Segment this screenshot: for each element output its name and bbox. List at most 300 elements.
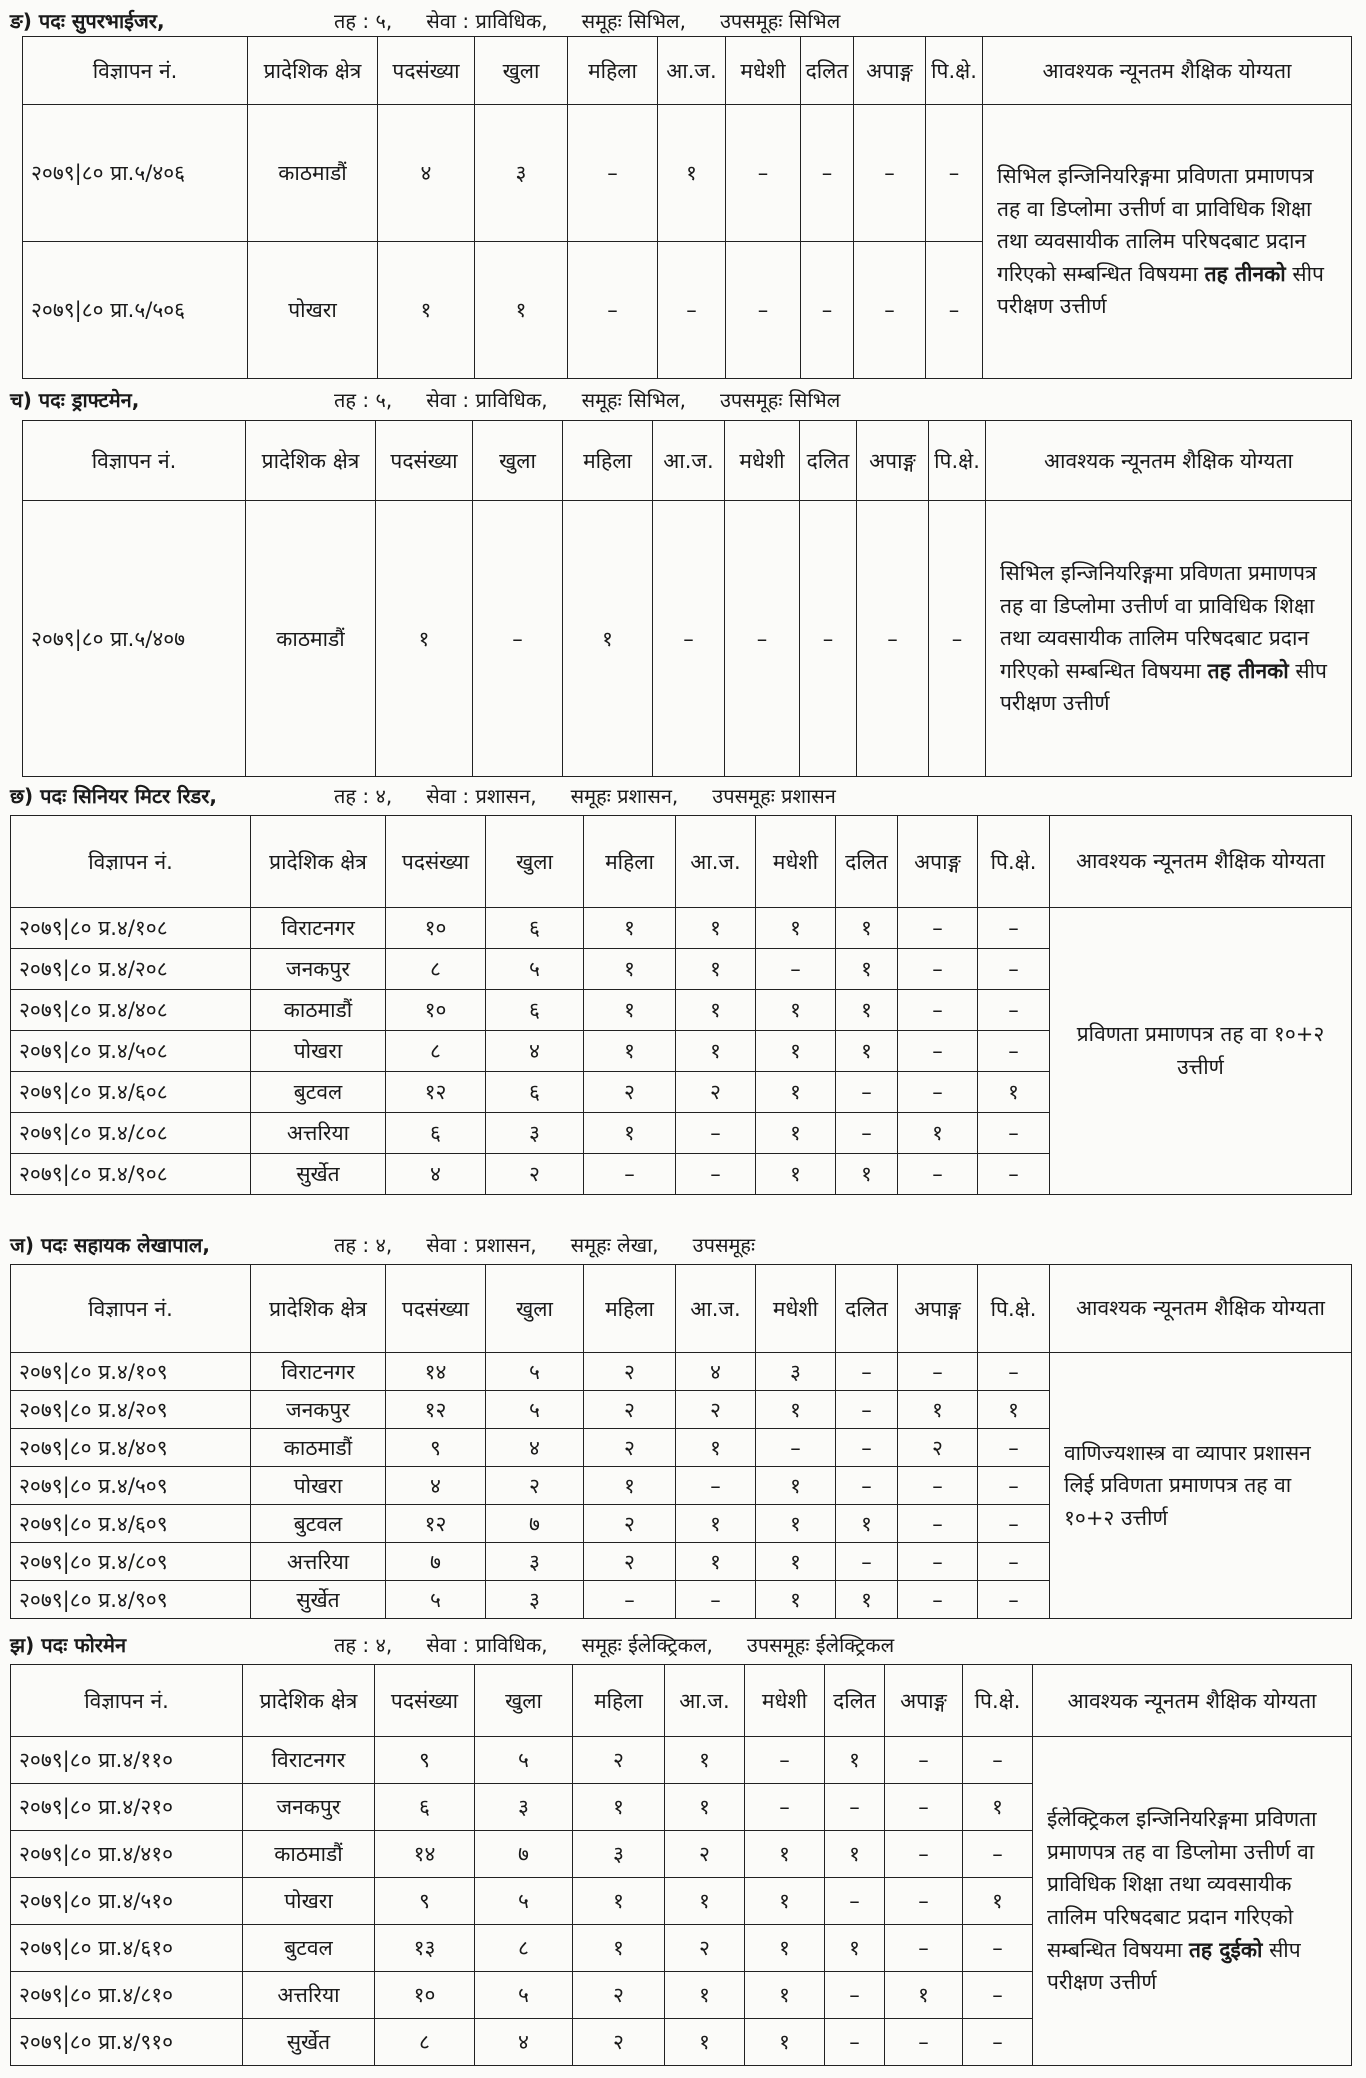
region: बुटवल [251, 1505, 386, 1543]
dalit: – [836, 1391, 898, 1429]
women: २ [584, 1505, 676, 1543]
total: १० [375, 1972, 475, 2019]
col-header-madhesi: मधेशी [756, 816, 836, 908]
pichhe: – [978, 1581, 1050, 1619]
open: २ [486, 1467, 584, 1505]
dalit: १ [836, 990, 898, 1031]
pichhe: – [963, 1925, 1033, 1972]
aj: २ [665, 1831, 745, 1878]
madhesi: – [756, 949, 836, 990]
dalit: – [800, 501, 857, 777]
col-header-madhesi: मधेशी [745, 1665, 825, 1737]
group: समूहः प्रशासन, [570, 783, 679, 808]
apanga: – [885, 1737, 963, 1784]
pichhe: – [963, 1972, 1033, 2019]
col-header-pichhe: पि.क्षे. [963, 1665, 1033, 1737]
open: ८ [475, 1925, 573, 1972]
apanga: – [898, 908, 978, 949]
col-header-women: महिला [584, 1265, 676, 1353]
women: १ [573, 1925, 665, 1972]
total: १२ [386, 1072, 486, 1113]
col-header-pichhe: पि.क्षे. [929, 421, 986, 501]
pichhe: १ [963, 1784, 1033, 1831]
women: १ [584, 990, 676, 1031]
aj: २ [665, 1925, 745, 1972]
women: १ [573, 1784, 665, 1831]
service: सेवा : प्राविधिक, [426, 1632, 548, 1657]
aj: – [676, 1467, 756, 1505]
apanga: – [898, 1505, 978, 1543]
apanga: – [885, 1878, 963, 1925]
total: १४ [375, 1831, 475, 1878]
women: १ [584, 1113, 676, 1154]
region: पोखरा [251, 1467, 386, 1505]
group: समूहः ईलेक्ट्रिकल, [581, 1632, 713, 1657]
region: पोखरा [251, 1031, 386, 1072]
open: २ [486, 1154, 584, 1195]
region: अत्तरिया [243, 1972, 375, 2019]
region: काठमाडौं [251, 990, 386, 1031]
dalit: १ [836, 1581, 898, 1619]
total: १ [376, 501, 473, 777]
open: ३ [475, 105, 568, 242]
level: तह : ४, [334, 783, 393, 808]
women: २ [584, 1353, 676, 1391]
col-header-madhesi: मधेशी [756, 1265, 836, 1353]
aj: १ [676, 1429, 756, 1467]
pichhe: – [978, 1467, 1050, 1505]
region: विराटनगर [251, 908, 386, 949]
col-header-open: खुला [486, 816, 584, 908]
table-row [11, 1737, 1352, 1784]
open: ७ [475, 1831, 573, 1878]
region: अत्तरिया [251, 1543, 386, 1581]
dalit: १ [836, 908, 898, 949]
region: विराटनगर [243, 1737, 375, 1784]
col-header-region: प्रादेशिक क्षेत्र [251, 1265, 386, 1353]
col-header-apanga: अपाङ्ग [885, 1665, 963, 1737]
total: १० [386, 908, 486, 949]
aj: १ [665, 1737, 745, 1784]
women: २ [573, 1737, 665, 1784]
aj: – [653, 501, 725, 777]
col-header-region: प्रादेशिक क्षेत्र [243, 1665, 375, 1737]
qualification-text: प्रविणता प्रमाणपत्र तह वा १०+२ उत्तीर्ण [1076, 1022, 1325, 1079]
table-row [23, 105, 1352, 242]
pichhe: १ [978, 1072, 1050, 1113]
level: तह : ५, [334, 8, 393, 33]
open: ६ [486, 990, 584, 1031]
dalit: – [836, 1429, 898, 1467]
section-header-senior-meter-reader [10, 779, 870, 811]
region: सुर्खेत [243, 2019, 375, 2066]
open: ५ [475, 1737, 573, 1784]
aj: – [676, 1113, 756, 1154]
table-row [11, 1353, 1352, 1391]
dalit: – [836, 1543, 898, 1581]
women: १ [584, 949, 676, 990]
women: – [584, 1581, 676, 1619]
dalit: – [801, 105, 854, 242]
col-header-apanga: अपाङ्ग [857, 421, 929, 501]
col-header-apanga: अपाङ्ग [898, 816, 978, 908]
open: ३ [486, 1543, 584, 1581]
open: ५ [486, 949, 584, 990]
col-header-total: पदसंख्या [378, 37, 475, 105]
vacancy-table-draftsman [22, 420, 1352, 777]
madhesi: १ [745, 1925, 825, 1972]
service: सेवा : प्रशासन, [426, 1232, 537, 1257]
region: काठमाडौं [251, 1429, 386, 1467]
group: समूहः लेखा, [570, 1232, 659, 1257]
madhesi: १ [756, 1543, 836, 1581]
qualification-text-end: सीप परीक्षण उत्तीर्ण [997, 261, 1324, 319]
dalit: १ [836, 949, 898, 990]
dalit: १ [825, 1925, 885, 1972]
total: १० [386, 990, 486, 1031]
pichhe: – [978, 1154, 1050, 1195]
subgroup: उपसमूहः प्रशासन [712, 783, 836, 808]
open: ७ [486, 1505, 584, 1543]
women: ३ [573, 1831, 665, 1878]
col-header-aj: आ.ज. [653, 421, 725, 501]
aj: १ [676, 949, 756, 990]
pichhe: – [978, 1505, 1050, 1543]
dalit: – [836, 1113, 898, 1154]
open: ४ [486, 1429, 584, 1467]
region: जनकपुर [251, 949, 386, 990]
adv-no: २०७९|८० प्रा.५/४०६ [23, 105, 248, 242]
qualification-bold: तह तीनको [1207, 658, 1289, 683]
subgroup: उपसमूहः ईलेक्ट्रिकल [746, 1632, 895, 1657]
region: काठमाडौं [243, 1831, 375, 1878]
women: – [584, 1154, 676, 1195]
col-header-aj: आ.ज. [676, 816, 756, 908]
open: १ [475, 242, 568, 379]
open: ५ [475, 1878, 573, 1925]
adv-no: २०७९|८० प्र.४/६०९ [11, 1505, 251, 1543]
vacancy-table-senior-meter-reader [10, 815, 1352, 1195]
adv-no: २०७९|८० प्र.४/८०८ [11, 1113, 251, 1154]
region: विराटनगर [251, 1353, 386, 1391]
adv-no: २०७९|८० प्रा.४/६१० [11, 1925, 243, 1972]
region: पोखरा [248, 242, 378, 379]
total: ८ [375, 2019, 475, 2066]
region: अत्तरिया [251, 1113, 386, 1154]
apanga: – [898, 1581, 978, 1619]
pichhe: – [963, 1831, 1033, 1878]
vacancy-table-supervisor [22, 36, 1352, 379]
dalit: १ [836, 1154, 898, 1195]
adv-no: २०७९|८० प्रा.५/५०६ [23, 242, 248, 379]
women: १ [563, 501, 653, 777]
apanga: – [898, 1467, 978, 1505]
col-header-total: पदसंख्या [375, 1665, 475, 1737]
pichhe: १ [963, 1878, 1033, 1925]
women: २ [584, 1072, 676, 1113]
madhesi: १ [756, 1505, 836, 1543]
pichhe: – [963, 1737, 1033, 1784]
total: ६ [386, 1113, 486, 1154]
level: तह : ५, [334, 387, 393, 412]
aj: – [658, 242, 726, 379]
col-header-total: पदसंख्या [386, 816, 486, 908]
total: ८ [386, 949, 486, 990]
aj: १ [665, 1784, 745, 1831]
madhesi: १ [745, 1878, 825, 1925]
madhesi: १ [745, 2019, 825, 2066]
aj: १ [676, 1543, 756, 1581]
col-header-region: प्रादेशिक क्षेत्र [248, 37, 378, 105]
col-header-madhesi: मधेशी [725, 421, 800, 501]
qualification-bold: तह दुईको [1188, 1937, 1263, 1962]
subgroup: उपसमूहः सिभिल [719, 387, 841, 412]
women: २ [584, 1391, 676, 1429]
region: बुटवल [251, 1072, 386, 1113]
pichhe: – [978, 1031, 1050, 1072]
adv-no: २०७९|८० प्र.४/४०८ [11, 990, 251, 1031]
region: काठमाडौं [246, 501, 376, 777]
qualification [1050, 908, 1352, 1195]
aj: १ [665, 1878, 745, 1925]
adv-no: २०७९|८० प्र.४/९०८ [11, 1154, 251, 1195]
apanga: – [854, 242, 926, 379]
col-header-qualification: आवश्यक न्यूनतम शैक्षिक योग्यता [986, 421, 1352, 501]
col-header-region: प्रादेशिक क्षेत्र [251, 816, 386, 908]
dalit: – [825, 1972, 885, 2019]
pichhe: – [978, 908, 1050, 949]
total: ९ [375, 1878, 475, 1925]
region: बुटवल [243, 1925, 375, 1972]
group: समूहः सिभिल, [581, 387, 686, 412]
apanga: – [885, 2019, 963, 2066]
section-header-draftsman [10, 383, 874, 415]
apanga: – [898, 1543, 978, 1581]
group: समूहः सिभिल, [581, 8, 686, 33]
apanga: १ [885, 1972, 963, 2019]
pichhe: – [978, 1113, 1050, 1154]
apanga: १ [898, 1113, 978, 1154]
dalit: १ [825, 1737, 885, 1784]
open: – [473, 501, 563, 777]
madhesi: १ [756, 1154, 836, 1195]
level: तह : ४, [334, 1232, 393, 1257]
open: ३ [486, 1581, 584, 1619]
col-header-open: खुला [475, 37, 568, 105]
qualification-text: सिभिल इन्जिनियरिङ्गमा प्रविणता प्रमाणपत्र तह वा डिप्लोमा उत्तीर्ण वा प्राविधिक शिक्षा तथा व्यवसायीक तालिम परिषदबाट प्रदान गरिएको सम्बन्धित विषयमा [997, 164, 1314, 286]
apanga: – [885, 1784, 963, 1831]
pichhe: – [978, 1353, 1050, 1391]
subgroup: उपसमूहः [692, 1232, 756, 1257]
service: सेवा : प्राविधिक, [426, 8, 548, 33]
dalit: १ [836, 1505, 898, 1543]
col-header-women: महिला [573, 1665, 665, 1737]
col-header-women: महिला [568, 37, 658, 105]
section-header-foreman [10, 1628, 928, 1660]
open: ५ [486, 1353, 584, 1391]
madhesi: – [745, 1784, 825, 1831]
vacancy-table-assistant-accountant [10, 1264, 1352, 1619]
col-header-adv: विज्ञापन नं. [23, 421, 246, 501]
apanga: – [885, 1925, 963, 1972]
adv-no: २०७९|८० प्र.४/८०९ [11, 1543, 251, 1581]
adv-no: २०७९|८० प्र.४/६०८ [11, 1072, 251, 1113]
pichhe: – [926, 105, 983, 242]
qualification-text: ईलेक्ट्रिकल इन्जिनियरिङ्गमा प्रविणता प्रमाणपत्र तह वा डिप्लोमा उत्तीर्ण वा प्राविधिक शिक्षा तथा व्यवसायीक तालिम परिषदबाट प्रदान गरिएको सम्बन्धित विषयमा [1047, 1807, 1317, 1962]
region: जनकपुर [251, 1391, 386, 1429]
dalit: १ [825, 1831, 885, 1878]
qualification-bold: तह तीनको [1204, 261, 1286, 286]
madhesi: १ [756, 908, 836, 949]
aj: १ [676, 990, 756, 1031]
aj: – [676, 1154, 756, 1195]
total: १२ [386, 1505, 486, 1543]
apanga: – [898, 990, 978, 1031]
dalit: – [836, 1467, 898, 1505]
total: १ [378, 242, 475, 379]
adv-no: २०७९|८० प्रा.४/११० [11, 1737, 243, 1784]
madhesi: – [726, 242, 801, 379]
aj: २ [676, 1072, 756, 1113]
open: ५ [486, 1391, 584, 1429]
col-header-qualification: आवश्यक न्यूनतम शैक्षिक योग्यता [1050, 1265, 1352, 1353]
total: ६ [375, 1784, 475, 1831]
madhesi: – [756, 1429, 836, 1467]
subgroup: उपसमूहः सिभिल [719, 8, 841, 33]
total: ७ [386, 1543, 486, 1581]
qualification-text-end: सीप परीक्षण उत्तीर्ण [1000, 658, 1327, 716]
dalit: – [825, 1784, 885, 1831]
madhesi: १ [756, 990, 836, 1031]
col-header-region: प्रादेशिक क्षेत्र [246, 421, 376, 501]
vacancy-table-foreman [10, 1664, 1352, 2066]
pichhe: – [978, 1543, 1050, 1581]
apanga: – [898, 1031, 978, 1072]
apanga: – [898, 949, 978, 990]
adv-no: २०७९|८० प्रा.५/४०७ [23, 501, 246, 777]
dalit: १ [836, 1031, 898, 1072]
col-header-adv: विज्ञापन नं. [23, 37, 248, 105]
col-header-adv: विज्ञापन नं. [11, 1665, 243, 1737]
section-header-supervisor [10, 4, 874, 36]
total: ४ [378, 105, 475, 242]
qualification [1033, 1737, 1352, 2066]
open: ४ [475, 2019, 573, 2066]
madhesi: १ [745, 1972, 825, 2019]
region: सुर्खेत [251, 1581, 386, 1619]
aj: १ [676, 1505, 756, 1543]
adv-no: २०७९|८० प्र.४/९०९ [11, 1581, 251, 1619]
col-header-open: खुला [475, 1665, 573, 1737]
dalit: – [836, 1072, 898, 1113]
dalit: – [801, 242, 854, 379]
adv-no: २०७९|८० प्रा.४/९१० [11, 2019, 243, 2066]
open: ३ [475, 1784, 573, 1831]
apanga: २ [898, 1429, 978, 1467]
col-header-open: खुला [486, 1265, 584, 1353]
adv-no: २०७९|८० प्र.४/५०९ [11, 1467, 251, 1505]
apanga: १ [898, 1391, 978, 1429]
col-header-dalit: दलित [836, 816, 898, 908]
adv-no: २०७९|८० प्र.४/५०८ [11, 1031, 251, 1072]
col-header-aj: आ.ज. [658, 37, 726, 105]
col-header-dalit: दलित [800, 421, 857, 501]
adv-no: २०७९|८० प्रा.४/५१० [11, 1878, 243, 1925]
adv-no: २०७९|८० प्र.४/१०९ [11, 1353, 251, 1391]
col-header-adv: विज्ञापन नं. [11, 816, 251, 908]
col-header-aj: आ.ज. [676, 1265, 756, 1353]
total: ८ [386, 1031, 486, 1072]
pichhe: – [978, 1429, 1050, 1467]
apanga: – [898, 1353, 978, 1391]
col-header-apanga: अपाङ्ग [854, 37, 926, 105]
madhesi: – [725, 501, 800, 777]
post-title: ङ) पदः सुपरभाईजर, [10, 8, 165, 33]
women: १ [584, 908, 676, 949]
col-header-dalit: दलित [836, 1265, 898, 1353]
col-header-pichhe: पि.क्षे. [978, 816, 1050, 908]
service: सेवा : प्रशासन, [426, 783, 537, 808]
region: सुर्खेत [251, 1154, 386, 1195]
women: २ [573, 2019, 665, 2066]
women: १ [573, 1878, 665, 1925]
madhesi: – [726, 105, 801, 242]
col-header-aj: आ.ज. [665, 1665, 745, 1737]
pichhe: १ [978, 1391, 1050, 1429]
col-header-madhesi: मधेशी [726, 37, 801, 105]
apanga: – [898, 1154, 978, 1195]
total: ९ [386, 1429, 486, 1467]
women: – [568, 105, 658, 242]
madhesi: १ [756, 1031, 836, 1072]
adv-no: २०७९|८० प्रा.४/४१० [11, 1831, 243, 1878]
total: १३ [375, 1925, 475, 1972]
col-header-dalit: दलित [825, 1665, 885, 1737]
pichhe: – [929, 501, 986, 777]
col-header-pichhe: पि.क्षे. [978, 1265, 1050, 1353]
madhesi: ३ [756, 1353, 836, 1391]
qualification [983, 105, 1352, 379]
aj: – [676, 1581, 756, 1619]
pichhe: – [963, 2019, 1033, 2066]
women: २ [573, 1972, 665, 2019]
open: ४ [486, 1031, 584, 1072]
apanga: – [857, 501, 929, 777]
pichhe: – [978, 949, 1050, 990]
madhesi: १ [756, 1391, 836, 1429]
open: ३ [486, 1113, 584, 1154]
total: १२ [386, 1391, 486, 1429]
col-header-adv: विज्ञापन नं. [11, 1265, 251, 1353]
qualification-text: वाणिज्यशास्त्र वा व्यापार प्रशासन लिई प्रविणता प्रमाणपत्र तह वा १०+२ उत्तीर्ण [1064, 1440, 1311, 1530]
madhesi: – [745, 1737, 825, 1784]
aj: ४ [676, 1353, 756, 1391]
aj: १ [676, 1031, 756, 1072]
qualification [986, 501, 1352, 777]
col-header-total: पदसंख्या [386, 1265, 486, 1353]
col-header-women: महिला [563, 421, 653, 501]
table-row [11, 908, 1352, 949]
qualification-text-end: सीप परीक्षण उत्तीर्ण [1047, 1937, 1301, 1995]
apanga: – [898, 1072, 978, 1113]
madhesi: १ [745, 1831, 825, 1878]
women: १ [584, 1031, 676, 1072]
dalit: – [836, 1353, 898, 1391]
women: १ [584, 1467, 676, 1505]
aj: १ [665, 2019, 745, 2066]
section-header-assistant-accountant [10, 1228, 789, 1260]
region: पोखरा [243, 1878, 375, 1925]
